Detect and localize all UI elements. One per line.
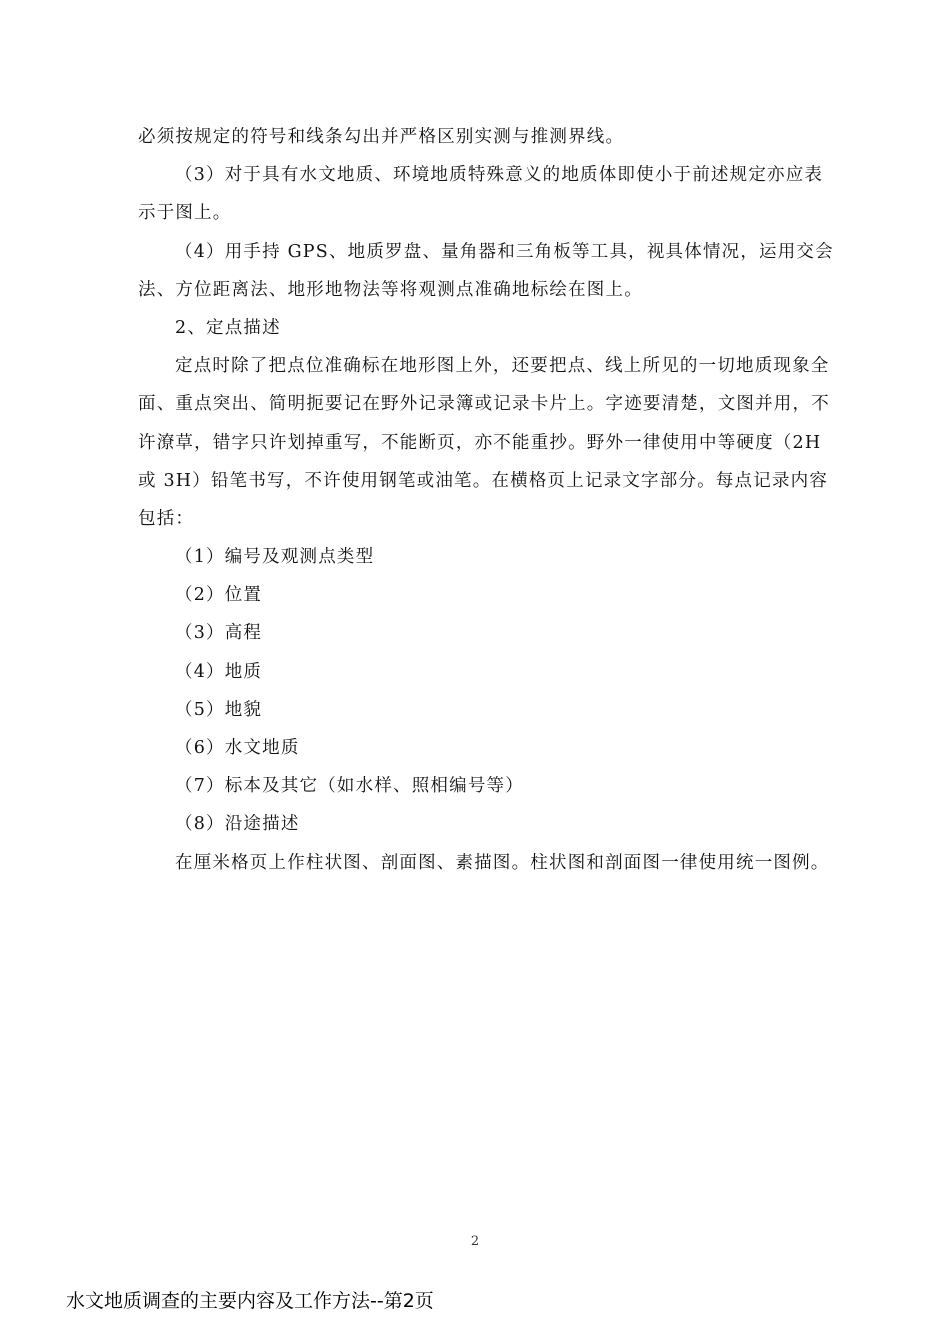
list-item: （2）位置 [175,585,263,606]
list-item: （5）地貌 [175,699,263,720]
list-item: （3）高程 [175,623,263,644]
text-line: 定点时除了把点位准确标在地形图上外，还要把点、线上所见的一切地质现象全 [175,356,830,377]
list-item: （1）编号及观测点类型 [175,547,375,568]
text-line: 许潦草，错字只许划掉重写，不能断页，亦不能重抄。野外一律使用中等硬度（2H [138,432,822,453]
section-heading: 2、定点描述 [175,317,281,338]
text-line: 面、重点突出、简明扼要记在野外记录簿或记录卡片上。字迹要清楚，文图并用，不 [138,394,830,415]
text-line: 包括： [138,508,195,529]
text-line: 法、方位距离法、地形地物法等将观测点准确地标绘在图上。 [138,279,643,300]
text-line: 在厘米格页上作柱状图、剖面图、素描图。柱状图和剖面图一律使用统一图例。 [175,852,830,873]
list-item: （8）沿途描述 [175,814,300,835]
text-line: 必须按规定的符号和线条勾出并严格区别实测与推测界线。 [138,127,625,147]
list-item: （4）地质 [175,661,263,682]
list-item: （6）水文地质 [175,738,300,758]
text-line: （3）对于具有水文地质、环境地质特殊意义的地质体即使小于前述规定亦应表 [175,165,824,186]
text-line: （4）用手持 GPS、地质罗盘、量角器和三角板等工具，视具体情况，运用交会 [175,241,834,262]
page-number: 2 [470,1234,480,1249]
list-item: （7）标本及其它（如水样、照相编号等） [175,776,524,797]
text-line: 或 3H）铅笔书写，不许使用钢笔或油笔。在横格页上记录文字部分。每点记录内容 [138,470,829,491]
footer-title: 水文地质调查的主要内容及工作方法--第2页 [66,1290,434,1312]
text-line: 示于图上。 [138,203,232,224]
document-body [138,118,844,882]
